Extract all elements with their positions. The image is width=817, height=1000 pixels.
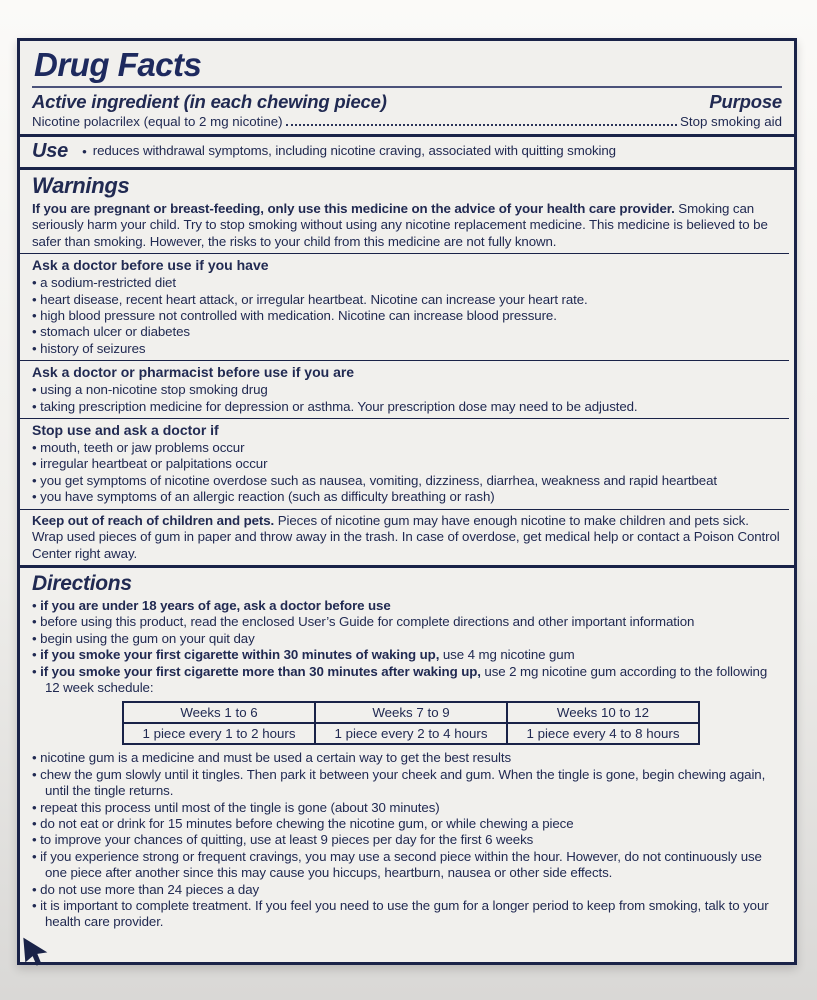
list-item: • history of seizures — [32, 341, 782, 357]
warnings-heading: Warnings — [32, 173, 130, 198]
stop-use-list — [32, 440, 782, 506]
pregnancy-warning-bold: If you are pregnant or breast-feeding, only use this medicine on the advice of your health care provider. — [32, 201, 675, 216]
keep-out-warning-text: Pieces of nicotine gum may have enough nicotine to make children and pets sick. Wrap used pieces of gum in paper and throw away in the trash. In case of overdose, get medical help or contact a Poison Control Center right away. — [32, 512, 780, 561]
list-item: • chew the gum slowly until it tingles. Then park it between your cheek and gum. When the tingle is gone, begin chewing again, until the tingle returns. — [32, 767, 782, 800]
ask-doctor-pharmacist-heading: Ask a doctor or pharmacist before use if you are — [32, 364, 355, 381]
stop-use-heading: Stop use and ask a doctor if — [32, 422, 219, 439]
list-item: • repeat this process until most of the tingle is gone (about 30 minutes) — [32, 800, 782, 816]
list-item: • taking prescription medicine for depression or asthma. Your prescription dose may need to be adjusted. — [32, 399, 782, 415]
table-header-cell: Weeks 10 to 12 — [507, 702, 699, 723]
list-item: • to improve your chances of quitting, use at least 9 pieces per day for the first 6 weeks — [32, 832, 782, 848]
active-ingredient-row — [32, 91, 782, 113]
directions-list-bottom — [32, 750, 782, 930]
keep-out-warning-bold: Keep out of reach of children and pets. — [32, 512, 275, 528]
use-heading: Use — [32, 140, 69, 162]
cursor-arrow-icon — [22, 934, 54, 968]
list-item: • irregular heartbeat or palpitations occur — [32, 456, 782, 472]
pregnancy-warning — [32, 201, 782, 250]
bullet-text: before using this product, read the enclosed User’s Guide for complete directions and other important information — [40, 614, 695, 630]
ask-doctor-list — [32, 275, 782, 357]
section-divider — [20, 167, 794, 170]
list-item: • you get symptoms of nicotine overdose such as nausea, vomiting, dizziness, diarrhea, weakness and rapid heartbeat — [32, 473, 782, 489]
active-ingredient-heading: Active ingredient (in each chewing piece) — [32, 91, 387, 112]
table-header-cell: Weeks 7 to 9 — [315, 702, 507, 723]
drug-facts-panel — [17, 38, 797, 965]
drug-facts-title: Drug Facts — [34, 46, 202, 83]
purpose-value: Stop smoking aid — [680, 114, 782, 129]
section-divider — [20, 565, 794, 568]
bullet-text: begin using the gum on your quit day — [40, 630, 255, 646]
dotted-leader — [286, 124, 677, 126]
bullet-bold: if you are under 18 years of age, ask a doctor before use — [40, 597, 391, 613]
table-header-cell: Weeks 1 to 6 — [123, 702, 315, 723]
list-item: • using a non-nicotine stop smoking drug — [32, 382, 782, 398]
list-item: • it is important to complete treatment. If you feel you need to use the gum for a longer period to keep from smoking, talk to your health care provider. — [32, 898, 782, 931]
list-item: • mouth, teeth or jaw problems occur — [32, 440, 782, 456]
list-item: • stomach ulcer or diabetes — [32, 324, 782, 340]
section-divider — [20, 134, 794, 137]
directions-list-top — [32, 598, 782, 696]
list-item: • high blood pressure not controlled with medication. Nicotine can increase blood pressure. — [32, 308, 782, 324]
bullet-text: use 2 mg nicotine gum according to the following 12 week schedule: — [45, 663, 768, 695]
list-item: • you have symptoms of an allergic reaction (such as difficulty breathing or rash) — [32, 489, 782, 505]
ingredient-row — [32, 114, 782, 129]
bullet-text: use 4 mg nicotine gum — [442, 647, 575, 663]
sub-divider — [20, 360, 789, 361]
sub-divider — [20, 418, 789, 419]
list-item — [32, 647, 782, 663]
table-cell: 1 piece every 1 to 2 hours — [123, 723, 315, 744]
sub-divider — [20, 253, 789, 254]
list-item: • do not use more than 24 pieces a day — [32, 882, 782, 898]
directions-heading: Directions — [32, 571, 132, 595]
table-header-row — [123, 702, 699, 723]
bullet-bold: if you smoke your first cigarette more than 30 minutes after waking up, — [40, 663, 485, 679]
list-item — [32, 598, 782, 614]
use-text: reduces withdrawal symptoms, including nicotine craving, associated with quitting smoking — [92, 143, 616, 159]
ask-doctor-heading: Ask a doctor before use if you have — [32, 257, 269, 274]
list-item — [32, 614, 782, 630]
sub-divider — [20, 509, 789, 510]
table-cell: 1 piece every 2 to 4 hours — [315, 723, 507, 744]
bullet-dot: • — [82, 144, 87, 159]
title-divider — [32, 86, 782, 88]
purpose-heading: Purpose — [709, 91, 782, 112]
bullet-bold: if you smoke your first cigarette within 30 minutes of waking up, — [40, 647, 443, 663]
list-item: • if you experience strong or frequent cravings, you may use a second piece within the hour. However, do not continuously use one piece after another since this may cause you hiccups, heartburn, nausea or other side effects. — [32, 849, 782, 882]
list-item: • heart disease, recent heart attack, or irregular heartbeat. Nicotine can increase your heart rate. — [32, 292, 782, 308]
list-item: • a sodium-restricted diet — [32, 275, 782, 291]
ask-doctor-pharmacist-list — [32, 382, 782, 415]
dosing-schedule-table — [122, 701, 700, 745]
table-cell: 1 piece every 4 to 8 hours — [507, 723, 699, 744]
list-item — [32, 631, 782, 647]
list-item — [32, 664, 782, 697]
keep-out-warning — [32, 513, 782, 562]
list-item: • do not eat or drink for 15 minutes before chewing the nicotine gum, or while chewing a piece — [32, 816, 782, 832]
pregnancy-warning-text: Smoking can seriously harm your child. Try to stop smoking without using any nicotine replacement medicine. This medicine is believed to be safer than smoking. However, the risks to your child from this medicine are not fully known. — [32, 201, 768, 249]
ingredient-name: Nicotine polacrilex (equal to 2 mg nicotine) — [32, 114, 283, 129]
list-item: • nicotine gum is a medicine and must be used a certain way to get the best results — [32, 750, 782, 766]
use-section — [32, 140, 782, 163]
table-row — [123, 723, 699, 744]
